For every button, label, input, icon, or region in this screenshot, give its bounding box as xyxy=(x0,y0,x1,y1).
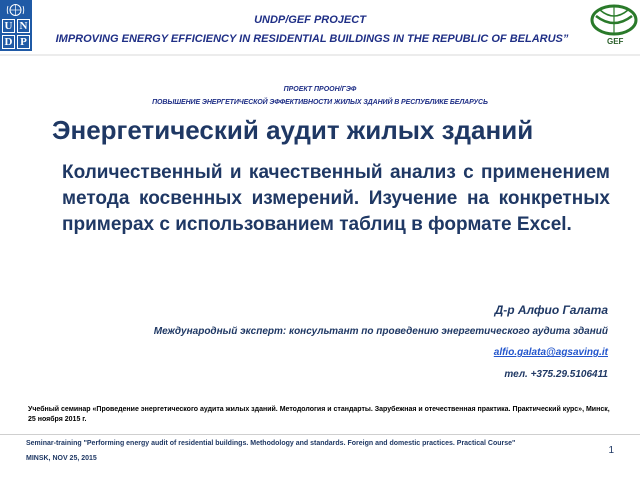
un-emblem-icon xyxy=(6,3,25,17)
undp-letter: P xyxy=(17,35,30,49)
author-phone: тел. +375.29.5106411 xyxy=(504,369,608,380)
subtitle: Количественный и качественный анализ с применением метода косвенных измерений. Изучение на конкретных примерах с использованием таблиц в формате Excel. xyxy=(62,162,610,235)
header-project-subtitle: IMPROVING ENERGY EFFICIENCY IN RESIDENTIAL BUILDINGS IN THE REPUBLIC OF BELARUS” xyxy=(55,33,569,45)
footer-seminar-title: Seminar-training "Performing energy audit of residential buildings. Methodology and standards. Foreign and domestic practices. Practical Course" xyxy=(26,440,516,447)
gef-label: GEF xyxy=(607,37,624,46)
undp-logo xyxy=(0,0,32,51)
undp-letter: D xyxy=(2,35,15,49)
header-divider xyxy=(0,54,640,56)
author-role: Международный эксперт: консультант по проведению энергетического аудита зданий xyxy=(153,326,608,337)
author-email-link[interactable]: alfio.galata@agsaving.it xyxy=(493,347,608,358)
page-number: 1 xyxy=(608,445,614,456)
seminar-ru-description: Учебный семинар «Проведение энергетического аудита жилых зданий. Методология и стандарты. Зарубежная и отечественная практика. Практический курс», Минск, 25 ноября 2015 г. xyxy=(28,406,610,423)
undp-letter: U xyxy=(2,19,15,33)
main-title: Энергетический аудит жилых зданий xyxy=(52,115,534,145)
undp-letter: N xyxy=(17,19,30,33)
undp-letter-grid xyxy=(2,19,30,49)
author-name: Д-р Алфио Галата xyxy=(494,303,608,317)
project-ru-subtitle: ПОВЫШЕНИЕ ЭНЕРГЕТИЧЕСКОЙ ЭФФЕКТИВНОСТИ ЖИЛЫХ ЗДАНИЙ В РЕСПУБЛИКЕ БЕЛАРУСЬ xyxy=(152,99,488,106)
footer-divider xyxy=(0,434,640,435)
project-ru-title: ПРОЕКТ ПРООН/ГЭФ xyxy=(283,86,357,93)
footer-location-date: MINSK, NOV 25, 2015 xyxy=(26,455,97,462)
header-project-title: UNDP/GEF PROJECT xyxy=(254,14,366,26)
